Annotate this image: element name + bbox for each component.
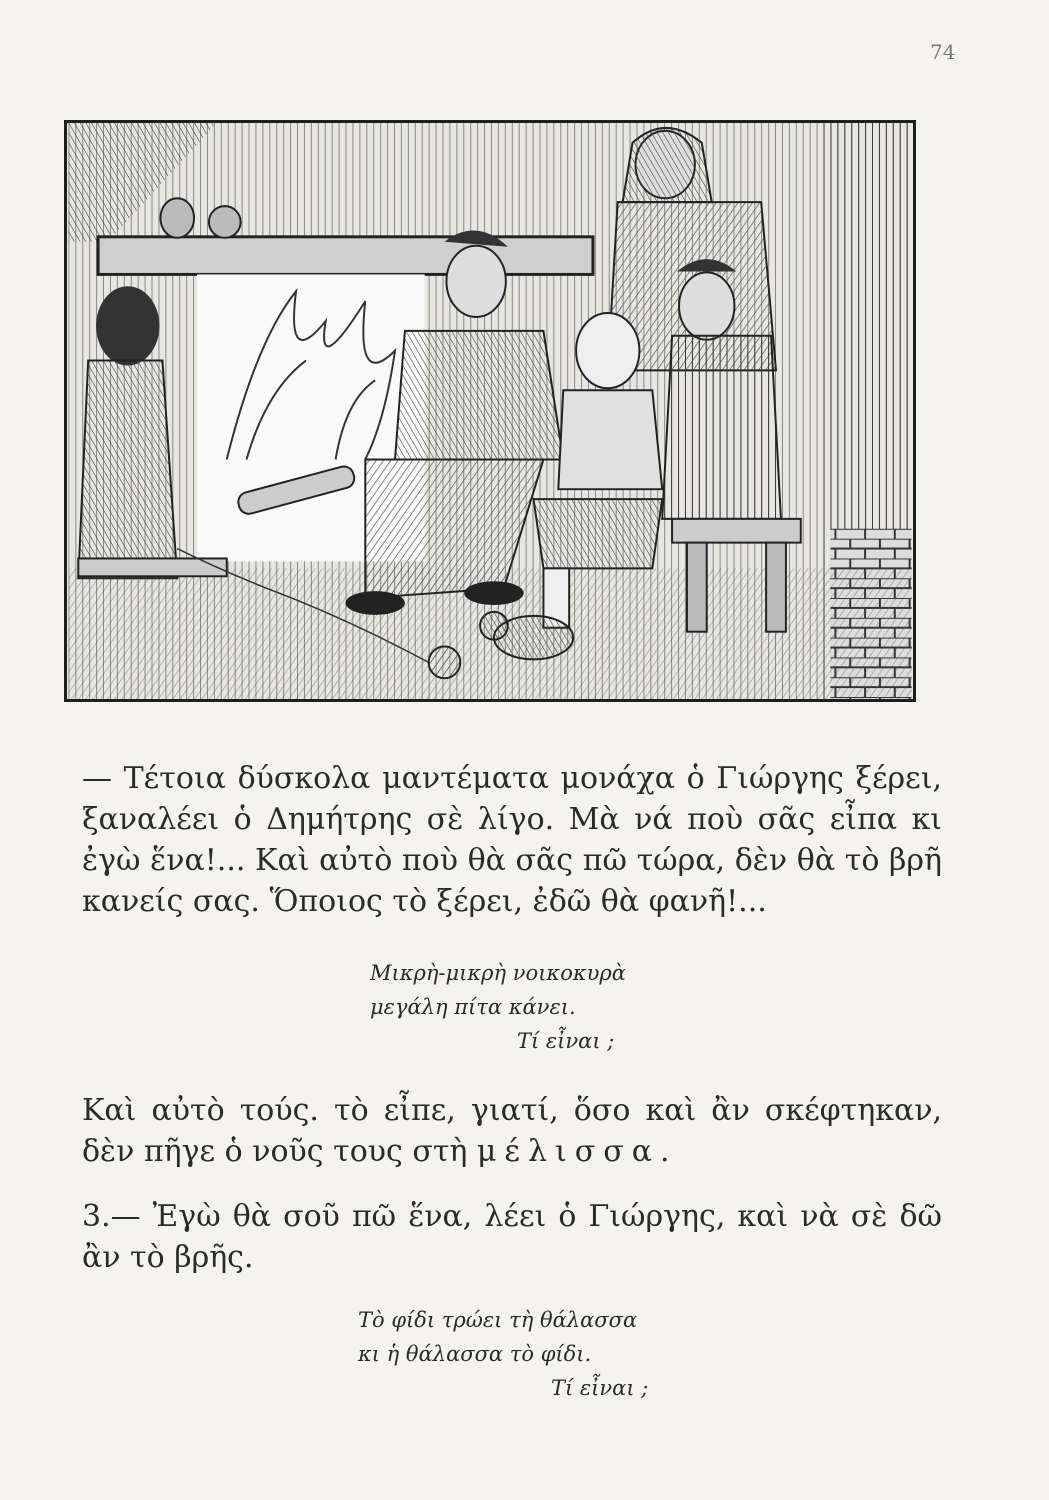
paragraph-2 [82,1090,942,1172]
fireside-illustration [64,120,916,702]
fireside-family-engraving-icon [67,123,913,699]
riddle-2-question: Τί εἶναι ; [551,1376,649,1400]
riddle-2-line-2: κι ἡ θάλασσα τὸ φίδι. [358,1342,592,1366]
paragraph-2-end: . [659,1134,670,1169]
riddle-1-question: Τί εἶναι ; [517,1029,615,1053]
riddle-1-line-2: μεγάλη πίτα κάνει. [370,995,576,1019]
riddle-1 [370,956,626,1058]
page-number: 74 [930,40,956,64]
riddle-2-line-1: Τὸ φίδι τρώει τὴ θάλασσα [358,1308,638,1332]
paragraph-1: — Τέτοια δύσκολα μαντέματα μονάχα ὁ Γιώργης ξέρει, ξαναλέει ὁ Δημήτρης σὲ λίγο. Μὰ νά ποὺ σᾶς εἶπα κι ἐγὼ ἕνα!... Καὶ αὐτὸ ποὺ θὰ σᾶς πῶ τώρα, δὲν θὰ τὸ βρῆ κανείς σας. Ὅποιος τὸ ξέρει, ἐδῶ θὰ φανῆ!... [82,761,942,919]
paragraph-2-text: Καὶ αὐτὸ τούς. τὸ εἶπε, γιατί, ὅσο καὶ ἂν σκέφτηκαν, δὲν πῆγε ὁ νοῦς τους στὴ [82,1093,942,1169]
riddle-2 [358,1303,648,1405]
riddle-1-line-1: Μικρὴ-μικρὴ νοικοκυρὰ [370,961,626,985]
riddle-1-answer: μέλισσα [476,1134,660,1169]
paragraph-3: 3.— Ἐγὼ θὰ σοῦ πῶ ἕνα, λέει ὁ Γιώργης, καὶ νὰ σὲ δῶ ἂν τὸ βρῆς. [82,1199,942,1275]
